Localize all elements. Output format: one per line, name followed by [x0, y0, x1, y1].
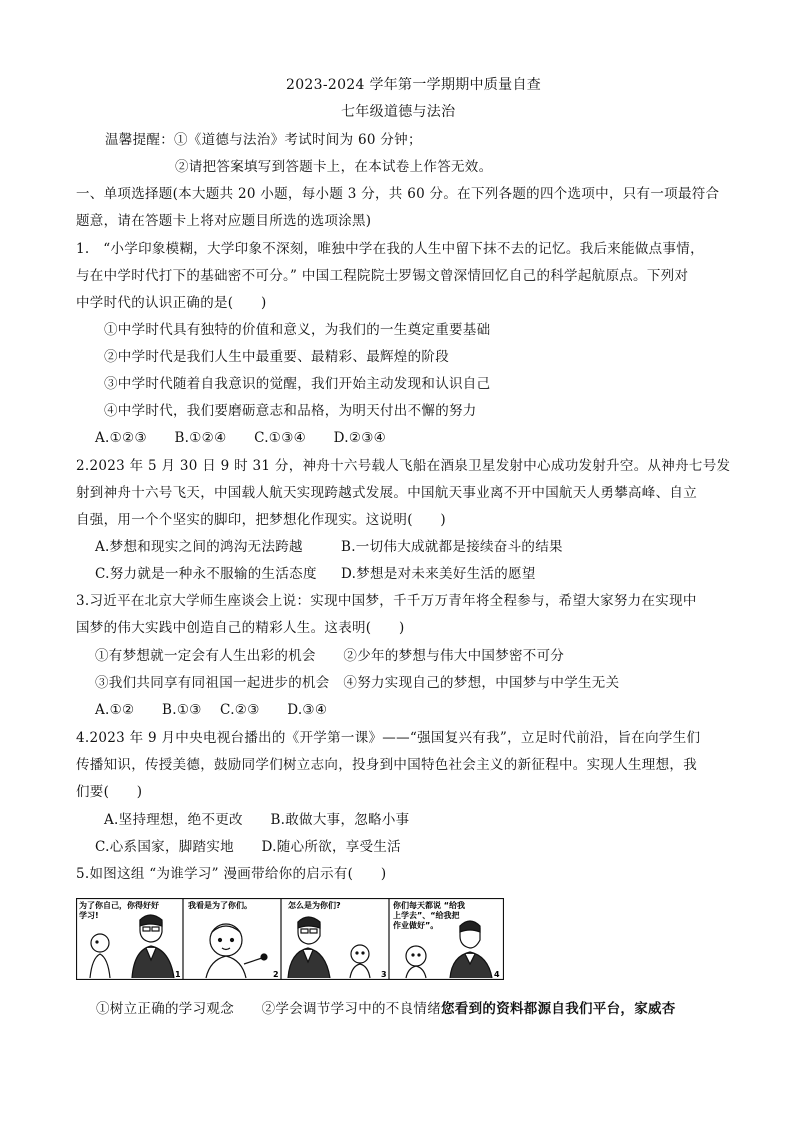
comic-panel-3-text: 怎么是为你们? — [288, 901, 341, 910]
q2-stem-line-2: 射到神舟十六号飞天，中国载人航天实现跨越式发展。中国航天事业离不开中国航天人勇攀高峰、自立 — [76, 485, 697, 501]
comic-panel-3-number: 3 — [381, 970, 387, 979]
q1-options: A.①②③ B.①②④ C.①③④ D.②③④ — [95, 430, 387, 446]
q5-statements-line — [96, 1000, 676, 1018]
q3-options: A.①② B.①③ C.②③ D.③④ — [95, 702, 328, 718]
comic-panel-4-number: 4 — [494, 970, 500, 979]
q3-stem-line-1: 3.习近平在北京大学师生座谈会上说：实现中国梦，千千万万青年将全程参与，希望大家努力在实现中 — [76, 593, 697, 609]
q1-statement-4: ④中学时代，我们要磨砺意志和品格，为明天付出不懈的努力 — [104, 403, 477, 419]
notice-line-1: 温馨提醒：①《道德与法治》考试时间为 60 分钟； — [105, 132, 422, 148]
notice-line-2: ②请把答案填写到答题卡上，在本试卷上作答无效。 — [175, 159, 493, 175]
q4-stem-line-1: 4.2023 年 9 月中央电视台播出的《开学第一课》——“强国复兴有我”，立足时代前沿，旨在向学生们 — [76, 730, 701, 746]
comic-panel-2-text: 我看是为了你们。 — [188, 901, 252, 910]
q2-option-c: C.努力就是一种永不服输的生活态度 — [95, 566, 317, 582]
watermark-text: 您看到的资料都源自我们平台，家威杏 — [441, 1001, 676, 1017]
q2-option-a: A.梦想和现实之间的鸿沟无法跨越 — [95, 539, 303, 555]
q4-options-c-d: C.心系国家，脚踏实地 D.随心所欲，享受生活 — [95, 839, 401, 855]
comic-panel-1-text-b: 学习! — [79, 911, 99, 920]
comic-panel-4-text-c: 作业做好”。 — [393, 921, 439, 930]
exam-subtitle: 七年级道德与法治 — [341, 104, 456, 120]
q1-stem-line-3: 中学时代的认识正确的是( ) — [76, 295, 267, 311]
comic-panel-1-text-a: 为了你自己，你得好好 — [79, 901, 159, 910]
q4-options-a-b: A.坚持理想，绝不更改 B.敢做大事，忽略小事 — [104, 812, 410, 828]
q5-statements-1-2: ①树立正确的学习观念 ②学会调节学习中的不良情绪 — [96, 1001, 441, 1017]
q3-statements-1-2: ①有梦想就一定会有人生出彩的机会 ②少年的梦想与伟大中国梦密不可分 — [95, 648, 565, 664]
q1-stem-line-2: 与在中学时代打下的基础密不可分。” 中国工程院院士罗锡文曾深情回忆自己的科学起航原点。下列对 — [76, 268, 689, 284]
q2-stem-line-3: 自强，用一个个坚实的脚印，把梦想化作现实。这说明( ) — [76, 512, 446, 528]
comic-panel-4-text-a: 你们每天都说 “给我 — [393, 901, 466, 910]
q2-option-b: B.一切伟大成就都是接续奋斗的结果 — [341, 539, 563, 555]
q3-stem-line-2: 国梦的伟大实践中创造自己的精彩人生。这表明( ) — [76, 620, 405, 636]
exam-title: 2023-2024 学年第一学期期中质量自查 — [286, 77, 542, 93]
q4-stem-line-3: 们要( ) — [76, 784, 143, 800]
section-1-heading: 一、单项选择题(本大题共 20 小题，每小题 3 分，共 60 分。在下列各题的四个选项中，只有一项最符合 — [76, 186, 720, 202]
q5-stem: 5.如图这组 “为谁学习” 漫画带给你的启示有( ) — [76, 866, 387, 882]
q1-statement-2: ②中学时代是我们人生中最重要、最精彩、最辉煌的阶段 — [104, 349, 449, 365]
q2-option-d: D.梦想是对未来美好生活的愿望 — [341, 566, 536, 582]
section-1-heading-cont: 题意，请在答题卡上将对应题目所选的选项涂黑) — [76, 213, 372, 229]
q1-statement-3: ③中学时代随着自我意识的觉醒，我们开始主动发现和认识自己 — [104, 376, 491, 392]
q1-statement-1: ①中学时代具有独特的价值和意义，为我们的一生奠定重要基础 — [104, 322, 491, 338]
q4-stem-line-2: 传播知识，传授美德，鼓励同学们树立志向，投身到中国特色社会主义的新征程中。实现人生理想，我 — [76, 757, 697, 773]
q3-statements-3-4: ③我们共同享有同祖国一起进步的机会 ④努力实现自己的梦想，中国梦与中学生无关 — [95, 675, 620, 691]
comic-panel-1-number: 1 — [175, 970, 181, 979]
comic-strip — [76, 898, 504, 980]
comic-panel-2-number: 2 — [273, 970, 279, 979]
q1-stem-line-1: 1. “小学印象模糊，大学印象不深刻，唯独中学在我的人生中留下抹不去的记忆。我后来能做点事情， — [76, 241, 704, 257]
q2-stem-line-1: 2.2023 年 5 月 30 日 9 时 31 分，神舟十六号载人飞船在酒泉卫星发射中心成功发射升空。从神舟七号发 — [76, 458, 731, 474]
comic-panel-4-text-b: 上学去”、“给我把 — [393, 911, 460, 920]
